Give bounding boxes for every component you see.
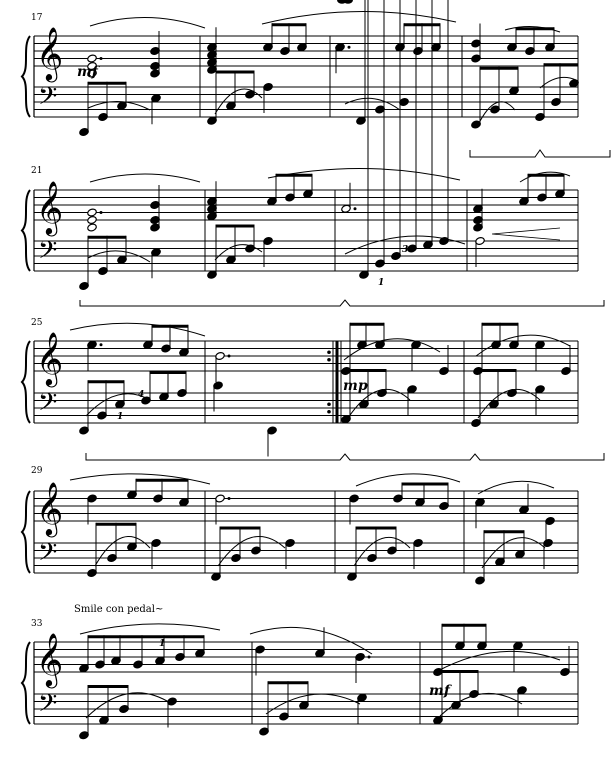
- slur: [250, 627, 372, 654]
- slur: [95, 536, 150, 566]
- note-beam: [402, 483, 448, 486]
- note-beam: [484, 530, 524, 533]
- slur: [90, 174, 200, 182]
- treble-clef: 𝄞: [36, 481, 64, 535]
- note-beam: [480, 369, 516, 372]
- dynamic-marking: mp: [343, 378, 368, 394]
- repeat-dot: [327, 402, 331, 406]
- chord-note-head: [87, 215, 97, 224]
- slur: [86, 693, 172, 718]
- note-beam: [442, 624, 486, 627]
- note-beam: [96, 523, 136, 526]
- slur: [478, 102, 515, 125]
- fingering: 3: [402, 245, 409, 255]
- treble-clef: 𝄞: [36, 632, 64, 686]
- note-beam: [272, 23, 306, 26]
- note-beam: [88, 82, 126, 85]
- bass-clef: 𝄢: [38, 538, 58, 573]
- slur: [354, 537, 410, 566]
- performance-instruction: Smile con pedal~: [74, 604, 164, 615]
- slur: [90, 17, 205, 28]
- repeat-dot: [327, 358, 331, 362]
- note-head: [344, 0, 353, 3]
- pedal-bracket: [80, 300, 604, 306]
- dynamic-marking: mf: [429, 683, 450, 699]
- slur: [344, 339, 440, 360]
- note-beam: [268, 681, 308, 684]
- bass-clef: 𝄢: [38, 236, 58, 271]
- measure-number: 21: [31, 166, 43, 176]
- slur: [482, 538, 545, 568]
- dynamic-marking: mf: [77, 64, 98, 80]
- treble-clef: 𝄞: [36, 331, 64, 385]
- note-beam: [88, 380, 124, 383]
- pedal-bracket: [470, 150, 610, 157]
- augmentation-dot: [354, 207, 357, 210]
- measure-number: 25: [31, 318, 43, 328]
- augmentation-dot: [368, 656, 371, 659]
- slur: [215, 89, 262, 114]
- system-brace: [22, 341, 30, 423]
- note-beam: [442, 670, 478, 673]
- chord-note-head: [87, 54, 97, 63]
- slur: [478, 481, 554, 494]
- note-beam: [216, 225, 254, 228]
- note-beam: [88, 685, 128, 688]
- slur: [80, 624, 220, 634]
- measure-number: 17: [31, 13, 43, 23]
- note-beam: [544, 63, 578, 66]
- note-beam: [88, 635, 204, 638]
- note-beam: [220, 527, 260, 530]
- repeat-dot: [327, 410, 331, 414]
- bass-clef: 𝄢: [38, 82, 58, 117]
- chord-note-head: [87, 223, 97, 232]
- slur: [436, 651, 560, 672]
- fingering: 1: [159, 639, 166, 649]
- augmentation-dot: [100, 343, 103, 346]
- note-beam: [216, 71, 254, 74]
- measure-number: 33: [31, 619, 43, 629]
- slur: [345, 98, 400, 110]
- system-brace: [22, 491, 30, 573]
- slur: [262, 11, 456, 24]
- fingering: 1: [117, 412, 124, 422]
- slur: [215, 245, 262, 260]
- note-beam: [350, 369, 386, 372]
- note-beam: [404, 23, 440, 26]
- system-brace: [22, 190, 30, 271]
- note-beam: [350, 323, 384, 326]
- slur: [266, 694, 360, 714]
- note-beam: [150, 371, 186, 374]
- measure-number: 29: [31, 466, 43, 476]
- augmentation-dot: [228, 497, 231, 500]
- treble-clef: 𝄞: [36, 26, 64, 80]
- system-brace: [22, 36, 30, 117]
- fingering: 1: [378, 278, 385, 288]
- treble-clef: 𝄞: [36, 180, 64, 234]
- diminuendo-hairpin: [492, 228, 560, 240]
- chord-note-head: [87, 208, 97, 217]
- repeat-dot: [327, 350, 331, 354]
- augmentation-dot: [100, 211, 103, 214]
- note-beam: [136, 479, 188, 482]
- note-beam: [356, 527, 396, 530]
- note-beam: [480, 67, 518, 70]
- fingering: 4: [138, 390, 145, 400]
- augmentation-dot: [100, 57, 103, 60]
- note-beam: [482, 323, 518, 326]
- note-beam: [88, 236, 126, 239]
- bass-clef: 𝄢: [38, 689, 58, 724]
- bass-clef: 𝄢: [38, 388, 58, 423]
- system-brace: [22, 642, 30, 724]
- slur: [476, 335, 570, 356]
- augmentation-dot: [348, 46, 351, 49]
- augmentation-dot: [228, 355, 231, 358]
- pedal-bracket: [86, 453, 604, 460]
